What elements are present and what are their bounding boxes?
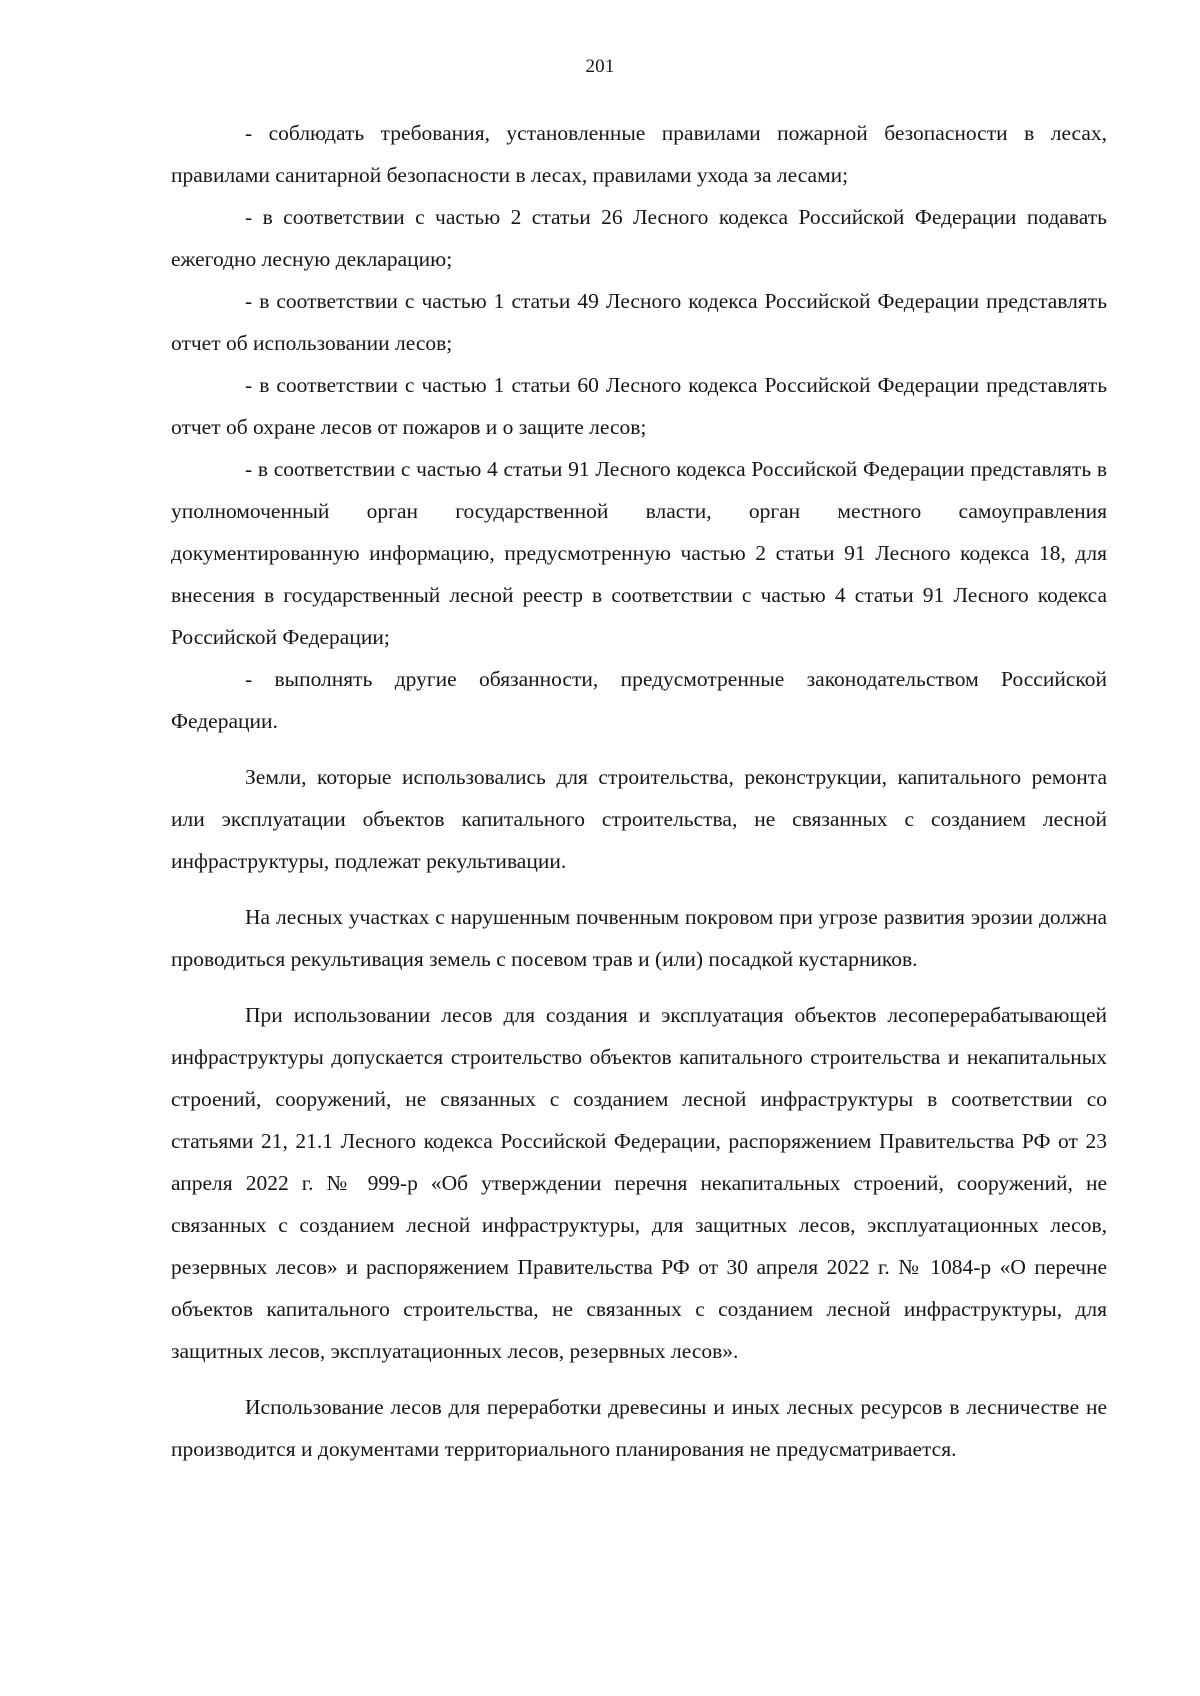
paragraph-wood-processing: Использование лесов для переработки древесины и иных лесных ресурсов в лесничестве не производится и документами территориального планирования не предусматривается. — [171, 1395, 1107, 1461]
paragraph-forest-registry-info: - в соответствии с частью 4 статьи 91 Лесного кодекса Российской Федерации представлять в уполномоченный орган государственной власти, орган местного самоуправления документированную информацию, предусмотренную частью 2 статьи 91 Лесного кодекса 18, для внесения в государственный лесной реестр в соответствии с частью 4 статьи 91 Лесного кодекса Российской Федерации; — [171, 457, 1107, 649]
paragraph-erosion-recultivation: На лесных участках с нарушенным почвенным покровом при угрозе развития эрозии должна проводиться рекультивация земель с посевом трав и (или) посадкой кустарников. — [171, 905, 1107, 971]
paragraph-forest-protection-report: - в соответствии с частью 1 статьи 60 Лесного кодекса Российской Федерации представлять отчет об охране лесов от пожаров и о защите лесов; — [171, 373, 1107, 439]
paragraph-fire-safety-rules: - соблюдать требования, установленные правилами пожарной безопасности в лесах, правилами санитарной безопасности в лесах, правилами ухода за лесами; — [171, 121, 1107, 187]
page-number: 201 — [585, 56, 615, 77]
paragraph-processing-infrastructure: При использовании лесов для создания и эксплуатация объектов лесоперерабатывающей инфраструктуры допускается строительство объектов капитального строительства и некапитальных строений, сооружений, не связанных с созданием лесной инфраструктуры в соответствии со статьями 21, 21.1 Лесного кодекса Российской Федерации, распоряжением Правительства РФ от 23 апреля 2022 г. № 999-р «Об утверждении перечня некапитальных строений, сооружений, не связанных с созданием лесной инфраструктуры, для защитных лесов, эксплуатационных лесов, резервных лесов» и распоряжением Правительства РФ от 30 апреля 2022 г. № 1084-р «О перечне объектов капитального строительства, не связанных с созданием лесной инфраструктуры, для защитных лесов, эксплуатационных лесов, резервных лесов». — [171, 1003, 1107, 1363]
paragraph-forest-use-report: - в соответствии с частью 1 статьи 49 Лесного кодекса Российской Федерации представлять отчет об использовании лесов; — [171, 289, 1107, 355]
document-body — [171, 112, 1107, 1470]
paragraph-other-obligations: - выполнять другие обязанности, предусмотренные законодательством Российской Федерации. — [171, 667, 1107, 733]
paragraph-forest-declaration: - в соответствии с частью 2 статьи 26 Лесного кодекса Российской Федерации подавать ежегодно лесную декларацию; — [171, 205, 1107, 271]
paragraph-land-recultivation: Земли, которые использовались для строительства, реконструкции, капитального ремонта или эксплуатации объектов капитального строительства, не связанных с созданием лесной инфраструктуры, подлежат рекультивации. — [171, 765, 1107, 873]
